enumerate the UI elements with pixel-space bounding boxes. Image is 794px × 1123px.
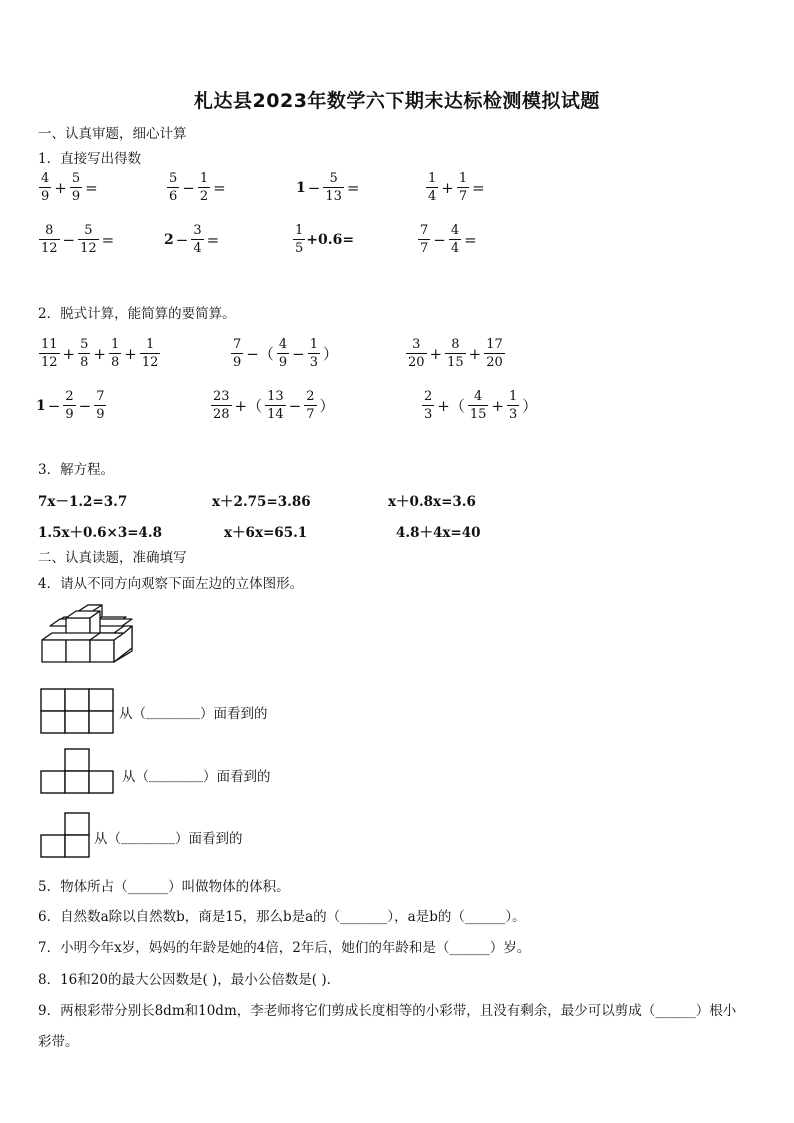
- numerator: 2: [424, 389, 433, 404]
- term: 1: [296, 179, 306, 196]
- q1-expr-1: [38, 172, 100, 203]
- view-answer-3: [94, 827, 243, 847]
- denominator: 8: [110, 355, 120, 370]
- denominator: 13: [325, 189, 342, 204]
- q1-expr-4: [425, 172, 487, 203]
- numerator: 8: [39, 224, 60, 240]
- denominator: 3: [309, 355, 318, 370]
- operator: =: [206, 230, 220, 249]
- numerator: 3: [193, 223, 202, 238]
- operator: ）: [522, 397, 538, 415]
- fraction: [109, 338, 121, 369]
- operator: =: [213, 178, 226, 197]
- denominator: 9: [278, 355, 288, 370]
- denominator: 4: [450, 241, 460, 256]
- view-1-prefix: 从（: [119, 706, 146, 722]
- numerator: 2: [306, 389, 315, 404]
- fraction: [63, 390, 75, 421]
- q3-label: 3．解方程。: [38, 462, 115, 478]
- numerator: 7: [420, 223, 429, 238]
- denominator: 12: [41, 355, 58, 370]
- operator: +: [124, 344, 137, 363]
- denominator: 3: [508, 407, 518, 422]
- fraction: [39, 224, 60, 255]
- view-1-blank[interactable]: ________: [146, 704, 200, 720]
- operator: −: [433, 230, 446, 249]
- q2-expr-6: [421, 390, 539, 421]
- fraction: [468, 390, 489, 421]
- denominator: 6: [169, 189, 178, 204]
- cube-stack-figure: [40, 604, 136, 664]
- operator: +（: [234, 397, 263, 415]
- numerator: 7: [233, 337, 242, 352]
- denominator: 12: [80, 241, 97, 256]
- question-7: 7．小明今年x岁，妈妈的年龄是她的4倍，2年后，她们的年龄和是（______）岁。: [38, 940, 531, 956]
- numerator: 5: [78, 224, 99, 240]
- fraction: [418, 224, 430, 255]
- q2-expr-1: [38, 338, 161, 369]
- operator: −: [288, 396, 302, 415]
- operator: =: [85, 178, 98, 197]
- fraction: [265, 390, 286, 421]
- operator: +: [93, 344, 106, 363]
- operator: +: [468, 344, 482, 363]
- denominator: 7: [306, 407, 315, 422]
- denominator: 3: [424, 407, 433, 422]
- q1-expr-5: [38, 224, 116, 255]
- operator: −: [47, 396, 61, 415]
- numerator: 1: [110, 337, 120, 352]
- numerator: 5: [169, 171, 178, 186]
- term: 1: [36, 397, 46, 414]
- numerator: 8: [445, 338, 466, 354]
- fraction: [304, 390, 316, 421]
- numerator: 1: [428, 171, 437, 186]
- equation-1: 7x－1.2=3.7: [38, 494, 128, 510]
- operator: =: [464, 230, 477, 249]
- numerator: 1: [508, 389, 518, 404]
- fraction: [507, 390, 519, 421]
- operator: +: [491, 396, 504, 415]
- question-5: 5．物体所占（______）叫做物体的体积。: [38, 879, 290, 895]
- denominator: 28: [213, 407, 230, 422]
- view-2-prefix: 从（: [122, 769, 149, 785]
- numerator: 2: [65, 389, 74, 404]
- q1-expr-3: [296, 172, 361, 203]
- operator: ）: [323, 345, 339, 363]
- q2-label: 2．脱式计算，能简算的要简算。: [38, 306, 236, 322]
- view-3-blank[interactable]: ________: [121, 829, 175, 845]
- fraction: [484, 338, 505, 369]
- fraction: [323, 172, 344, 203]
- denominator: 9: [41, 189, 50, 204]
- operator: =: [472, 178, 485, 197]
- numerator: 4: [468, 390, 489, 406]
- question-9-line-1: 9．两根彩带分别长8dm和10dm，李老师将它们剪成长度相等的小彩带，且没有剩余，最少可以剪成（______）根小: [38, 1003, 737, 1019]
- q2-expr-4: [36, 390, 107, 421]
- fraction: [231, 338, 243, 369]
- denominator: 20: [408, 355, 425, 370]
- page-title: 札达县2023年数学六下期末达标检测模拟试题: [194, 90, 600, 112]
- fraction: [70, 172, 82, 203]
- operator: =: [346, 178, 360, 197]
- denominator: 15: [469, 407, 487, 422]
- view-answer-2: [122, 765, 271, 785]
- view-t-shape: [40, 748, 114, 794]
- view-1-suffix: ）面看到的: [200, 706, 268, 722]
- fraction: [78, 224, 99, 255]
- numerator: 4: [450, 223, 460, 238]
- question-6: 6．自然数a除以自然数b，商是15，那么b是a的（_______），a是b的（______）。: [38, 909, 526, 925]
- question-8: 8．16和20的最大公因数是( )，最小公倍数是( ).: [38, 972, 331, 988]
- numerator: 11: [41, 337, 58, 352]
- operator: +: [54, 178, 67, 197]
- fraction: [211, 390, 232, 421]
- section2-heading: 二、认真读题，准确填写: [38, 550, 187, 566]
- operator: +（: [437, 397, 465, 415]
- operator: +: [62, 344, 76, 363]
- numerator: 5: [323, 172, 344, 188]
- denominator: 9: [71, 189, 81, 204]
- fraction: [457, 172, 469, 203]
- numerator: 1: [199, 171, 209, 186]
- denominator: 8: [80, 355, 89, 370]
- denominator: 15: [447, 355, 464, 370]
- equation-6: 4.8＋4x=40: [396, 525, 481, 541]
- operator: −: [78, 396, 92, 415]
- equation-5: x＋6x=65.1: [224, 525, 308, 541]
- numerator: 4: [41, 171, 50, 186]
- denominator: 9: [65, 407, 74, 422]
- fraction: [449, 224, 461, 255]
- denominator: 4: [428, 189, 437, 204]
- view-grid-2x3: [40, 688, 114, 734]
- q2-expr-5: [210, 390, 337, 421]
- fraction: [78, 338, 90, 369]
- numerator: 1: [309, 337, 318, 352]
- denominator: 2: [199, 189, 209, 204]
- operator: −: [175, 230, 189, 249]
- fraction: [293, 224, 305, 255]
- denominator: 7: [458, 189, 468, 204]
- term: 2: [164, 231, 174, 248]
- denominator: 12: [141, 355, 159, 370]
- operator: −: [62, 230, 76, 249]
- q2-expr-3: [405, 338, 506, 369]
- q1-expr-2: [166, 172, 228, 203]
- operator: −: [292, 344, 305, 363]
- operator: +: [429, 344, 443, 363]
- fraction: [422, 390, 434, 421]
- operator: −: [307, 178, 321, 197]
- numerator: 1: [295, 223, 304, 238]
- numerator: 3: [406, 338, 427, 354]
- denominator: 12: [41, 241, 58, 256]
- question-9-line-2: 彩带。: [38, 1034, 79, 1050]
- equation-3: x＋0.8x=3.6: [388, 494, 476, 510]
- view-2-suffix: ）面看到的: [203, 769, 271, 785]
- fraction: [308, 338, 320, 369]
- q2-expr-2: [230, 338, 340, 369]
- denominator: 20: [486, 355, 503, 370]
- view-answer-1: [119, 702, 268, 722]
- fraction: [39, 338, 60, 369]
- fraction: [406, 338, 427, 369]
- fraction: [426, 172, 438, 203]
- view-2-blank[interactable]: ________: [149, 767, 203, 783]
- q1-expr-8: [417, 224, 479, 255]
- operator: −（: [246, 345, 274, 363]
- equation-4: 1.5x＋0.6×3=4.8: [38, 525, 163, 541]
- section1-heading: 一、认真审题，细心计算: [38, 126, 187, 142]
- denominator: 14: [267, 407, 284, 422]
- numerator: 1: [458, 171, 468, 186]
- operator: ）: [319, 397, 335, 415]
- numerator: 4: [278, 337, 288, 352]
- fraction: [39, 172, 51, 203]
- q1-label: 1．直接写出得数: [38, 151, 142, 167]
- q4-label: 4．请从不同方向观察下面左边的立体图形。: [38, 576, 304, 592]
- q1-expr-6: [164, 224, 221, 255]
- numerator: 5: [71, 171, 81, 186]
- denominator: 4: [193, 241, 202, 256]
- fraction: [191, 224, 203, 255]
- fraction: [140, 338, 161, 369]
- operator: −: [182, 178, 195, 197]
- equation-2: x＋2.75=3.86: [212, 494, 311, 510]
- denominator: 7: [420, 241, 429, 256]
- numerator: 1: [140, 338, 161, 354]
- operator: +: [441, 178, 454, 197]
- operator: =: [101, 230, 115, 249]
- denominator: 5: [295, 241, 304, 256]
- denominator: 9: [96, 407, 105, 422]
- numerator: 7: [96, 389, 105, 404]
- denominator: 9: [233, 355, 242, 370]
- numerator: 13: [267, 389, 284, 404]
- view-3-prefix: 从（: [94, 831, 121, 847]
- view-l-shape: [40, 812, 90, 858]
- fraction: [445, 338, 466, 369]
- term: +0.6=: [306, 231, 355, 248]
- fraction: [198, 172, 210, 203]
- numerator: 17: [486, 337, 503, 352]
- q1-expr-7: [292, 224, 354, 255]
- numerator: 23: [213, 389, 230, 404]
- numerator: 5: [80, 337, 89, 352]
- fraction: [277, 338, 289, 369]
- view-3-suffix: ）面看到的: [175, 831, 243, 847]
- fraction: [167, 172, 179, 203]
- fraction: [94, 390, 106, 421]
